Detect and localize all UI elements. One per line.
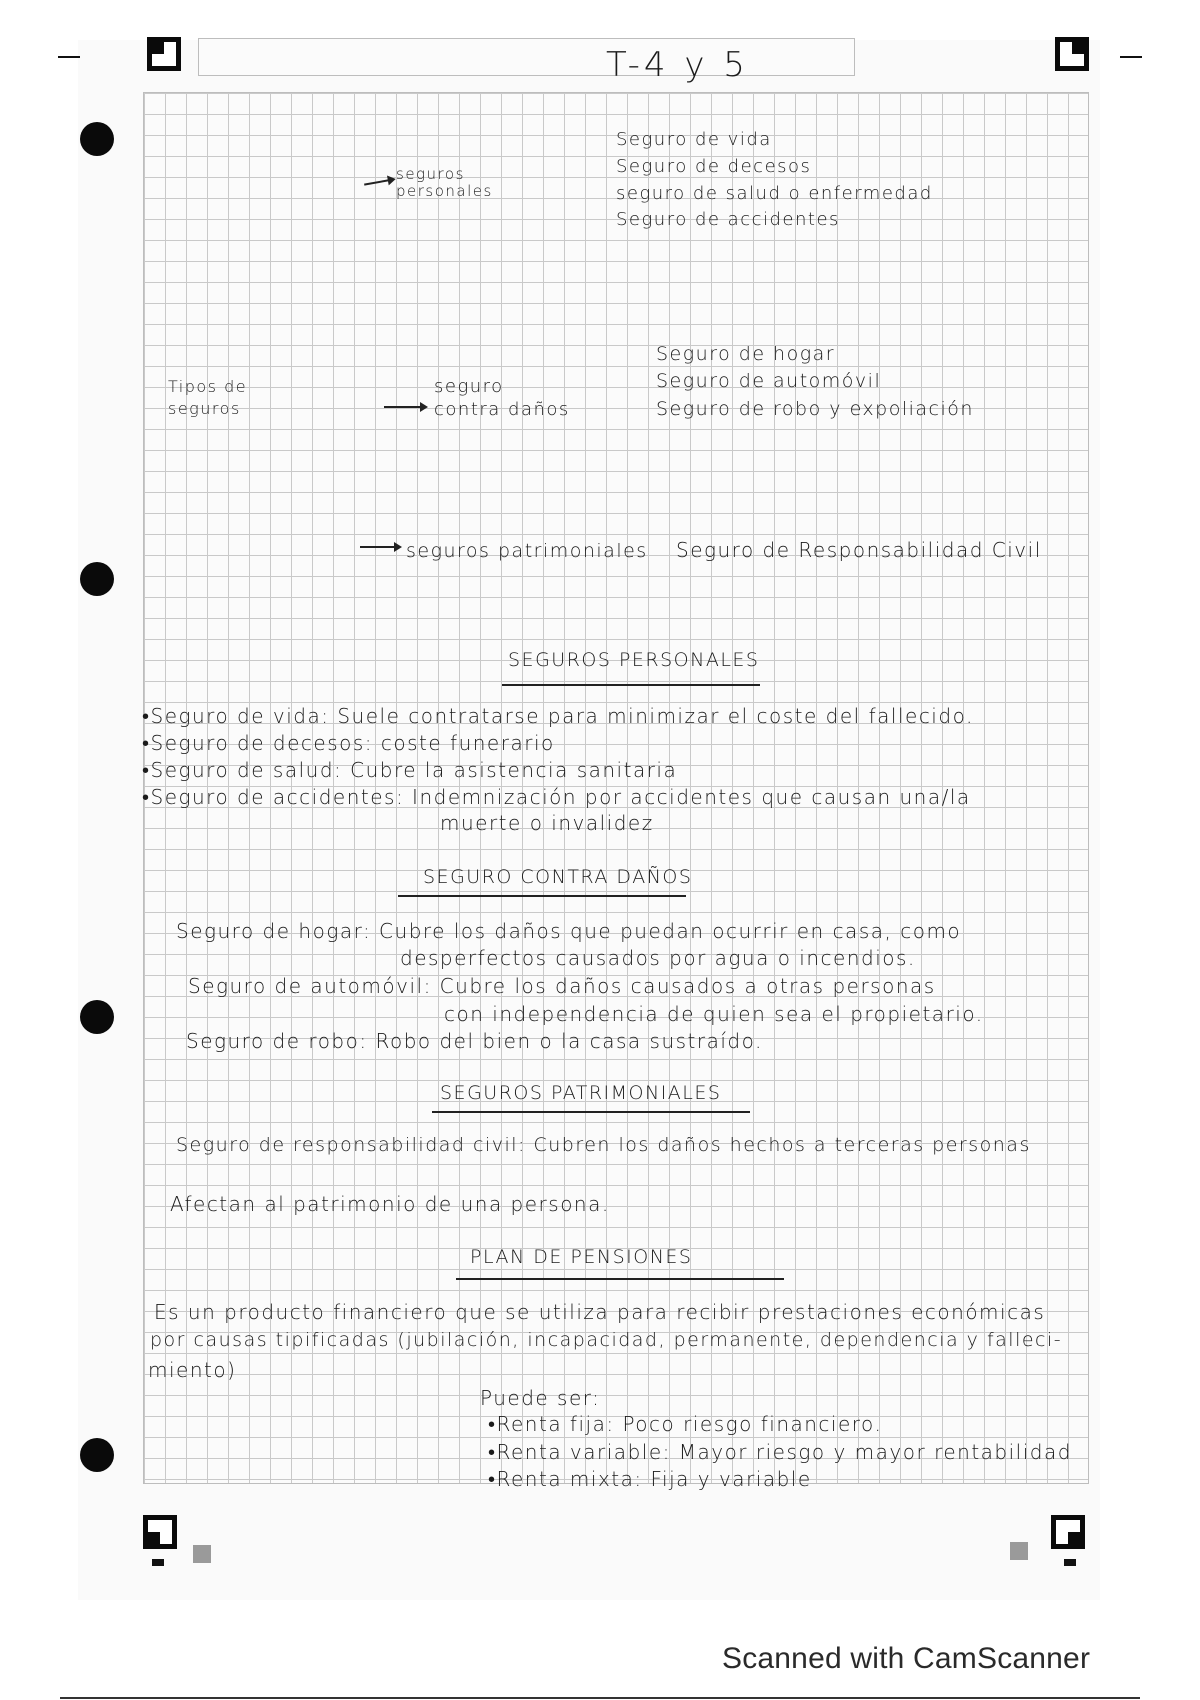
binder-hole	[80, 122, 114, 156]
section-heading: PLAN DE PENSIONES	[470, 1246, 693, 1268]
heading-underline	[456, 1278, 784, 1280]
section-heading: SEGUROS PATRIMONIALES	[440, 1082, 722, 1104]
text-line: miento)	[148, 1358, 237, 1382]
scan-square-mark	[1010, 1542, 1028, 1560]
arrow-icon	[360, 546, 400, 548]
text-line: Es un producto financiero que se utiliza para recibir prestaciones económicas	[154, 1300, 1046, 1324]
text-line: Puede ser:	[480, 1386, 601, 1410]
list-item: •Renta mixta: Fija y variable	[488, 1467, 812, 1491]
text-line: con independencia de quien sea el propietario.	[444, 1002, 984, 1026]
branch-label: seguro contra daños	[434, 376, 570, 421]
arrow-icon	[384, 406, 426, 408]
text-line: •Seguro de vida: Suele contratarse para minimizar el coste del fallecido.	[142, 704, 974, 728]
branch-item: Seguro de Responsabilidad Civil	[676, 538, 1042, 562]
branch-item: Seguro de decesos	[616, 156, 812, 177]
branch-label: seguros patrimoniales	[406, 540, 648, 562]
section-heading: SEGURO CONTRA DAÑOS	[423, 866, 693, 888]
binder-hole	[80, 1000, 114, 1034]
scan-corner-marker	[147, 37, 181, 71]
margin-mark	[58, 56, 80, 58]
margin-mark	[1120, 56, 1142, 58]
title-box	[198, 38, 855, 76]
heading-underline	[502, 684, 760, 686]
list-item: •Renta fija: Poco riesgo financiero.	[488, 1412, 883, 1436]
text-line: Seguro de responsabilidad civil: Cubren los daños hechos a terceras personas	[176, 1134, 1031, 1156]
diagram-root: Tipos de seguros	[168, 377, 248, 419]
scan-square-mark	[193, 1545, 211, 1563]
scan-bar-mark	[152, 1559, 164, 1566]
text-line: Seguro de automóvil: Cubre los daños causados a otras personas	[188, 974, 936, 998]
scan-corner-marker	[1055, 37, 1089, 71]
branch-item: Seguro de vida	[616, 129, 772, 150]
text-line: Seguro de hogar: Cubre los daños que puedan ocurrir en casa, como	[176, 919, 962, 943]
section-heading: SEGUROS PERSONALES	[508, 649, 760, 671]
branch-item: Seguro de accidentes	[616, 209, 840, 230]
text-line: •Seguro de accidentes: Indemnización por accidentes que causan una/la	[142, 785, 971, 809]
footer-divider	[60, 1697, 1140, 1699]
text-line: por causas tipificadas (jubilación, incapacidad, permanente, dependencia y falleci-	[150, 1329, 1063, 1351]
text-line: muerte o invalidez	[440, 811, 654, 835]
text-line: Afectan al patrimonio de una persona.	[170, 1192, 610, 1216]
scan-corner-marker	[1051, 1515, 1085, 1549]
branch-item: Seguro de robo y expoliación	[656, 398, 974, 420]
branch-item: Seguro de hogar	[656, 343, 836, 365]
binder-hole	[80, 562, 114, 596]
text-line: •Seguro de salud: Cubre la asistencia sanitaria	[142, 758, 678, 782]
scan-bar-mark	[1064, 1559, 1076, 1566]
heading-underline	[398, 895, 686, 897]
scan-corner-marker	[143, 1515, 177, 1549]
page-title: T-4 y 5	[606, 45, 749, 85]
scanner-watermark: Scanned with CamScanner	[722, 1642, 1091, 1675]
heading-underline	[432, 1111, 750, 1113]
text-line: Seguro de robo: Robo del bien o la casa sustraído.	[186, 1029, 763, 1053]
branch-label: seguros personales	[396, 165, 493, 201]
text-line: •Seguro de decesos: coste funerario	[142, 731, 555, 755]
binder-hole	[80, 1438, 114, 1472]
list-item: •Renta variable: Mayor riesgo y mayor rentabilidad	[488, 1440, 1072, 1464]
text-line: desperfectos causados por agua o incendios.	[400, 946, 916, 970]
branch-item: Seguro de automóvil	[656, 370, 882, 392]
branch-item: seguro de salud o enfermedad	[616, 183, 933, 204]
